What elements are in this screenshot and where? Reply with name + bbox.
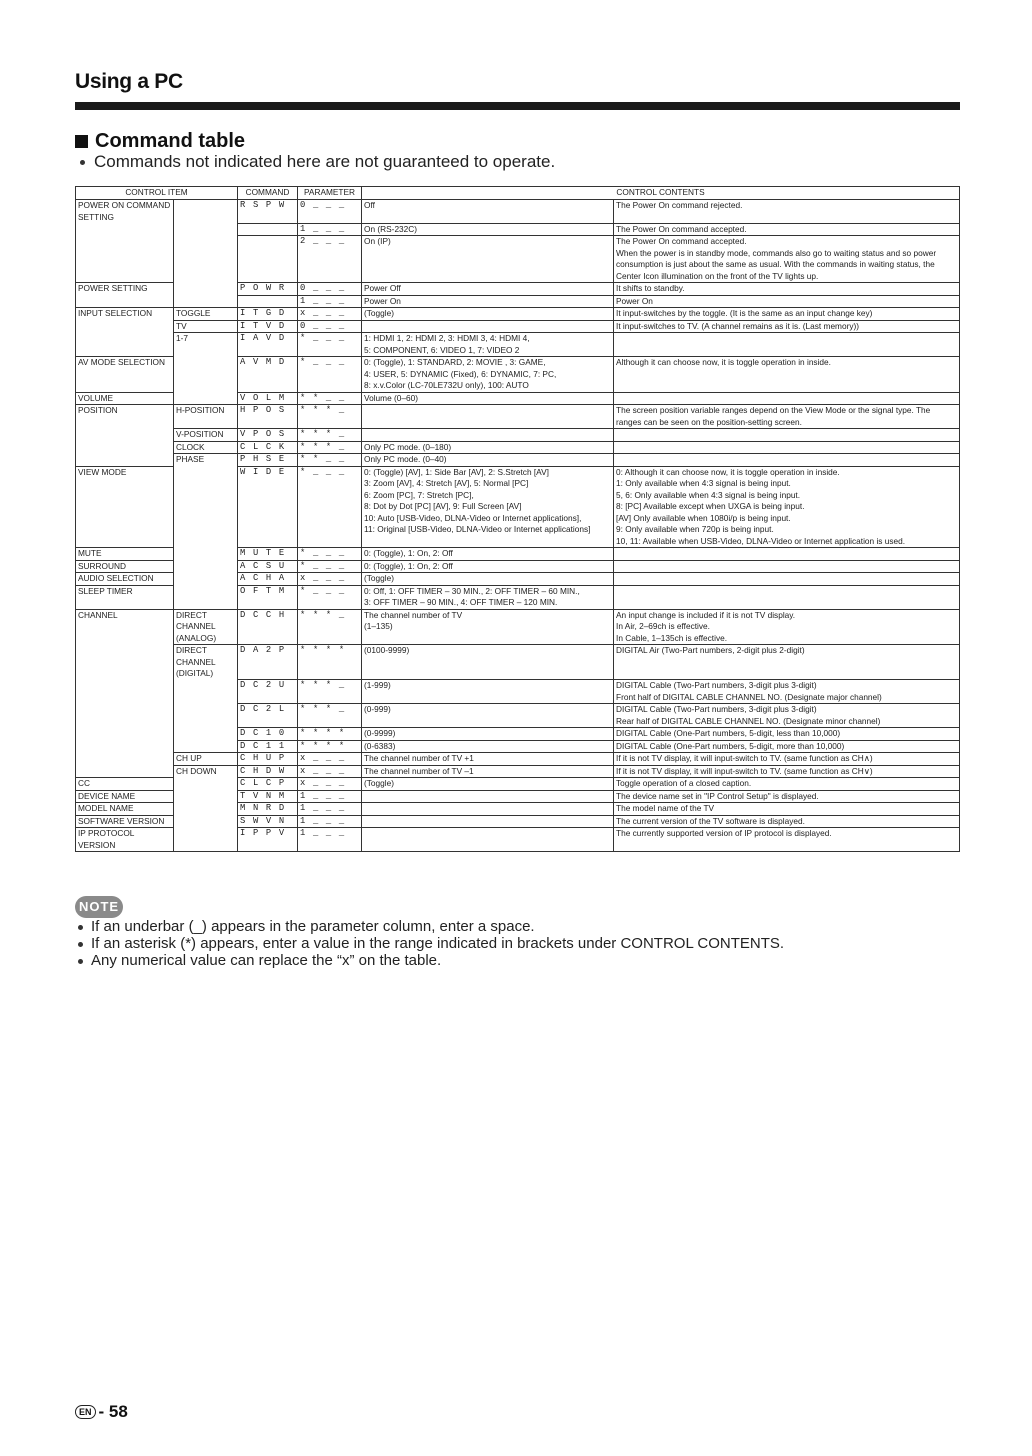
- table-row: [76, 283, 960, 296]
- cell-contents: The Power On command accepted.: [614, 223, 960, 236]
- cell-command: I T V D: [238, 320, 298, 333]
- cell-command: P H S E: [238, 454, 298, 467]
- cell-description: (0100-9999): [362, 645, 614, 680]
- cell-sub-item: [174, 585, 238, 609]
- table-row: [76, 236, 960, 283]
- cell-sub-item: [174, 728, 238, 741]
- table-row: [76, 753, 960, 766]
- cell-command: D C 2 L: [238, 704, 298, 728]
- cell-description: 0: Off, 1: OFF TIMER – 30 MIN., 2: OFF TIMER – 60 MIN., 3: OFF TIMER – 90 MIN., 4: OFF TIMER – 120 MIN.: [362, 585, 614, 609]
- cell-sub-item: [174, 803, 238, 816]
- cell-command: D C C H: [238, 609, 298, 645]
- page-number: - 58: [98, 1402, 128, 1421]
- cell-control-item: VIEW MODE: [76, 466, 174, 548]
- cell-contents: Although it can choose now, it is toggle operation in inside.: [614, 357, 960, 393]
- cell-contents: If it is not TV display, it will input-switch to TV. (same function as CH∧): [614, 753, 960, 766]
- table-row: [76, 223, 960, 236]
- cell-control-item: [76, 728, 174, 741]
- cell-contents: The screen position variable ranges depend on the View Mode or the signal type. The ranges can be seen on the position-setting screen.: [614, 405, 960, 429]
- cell-control-item: [76, 441, 174, 454]
- cell-control-item: [76, 333, 174, 357]
- table-row: [76, 200, 960, 224]
- cell-sub-item: H-POSITION: [174, 405, 238, 429]
- table-row: [76, 704, 960, 728]
- cell-command: O F T M: [238, 585, 298, 609]
- cell-description: 0: (Toggle), 1: On, 2: Off: [362, 560, 614, 573]
- cell-sub-item: [174, 815, 238, 828]
- note-text: If an asterisk (*) appears, enter a value in the range indicated in brackets under CONTROL CONTENTS.: [91, 935, 785, 952]
- cell-parameter: * _ _ _: [298, 466, 362, 548]
- table-row: [76, 466, 960, 548]
- cell-description: [362, 429, 614, 442]
- table-row: [76, 645, 960, 680]
- header-control-item: CONTROL ITEM: [76, 187, 238, 200]
- cell-command: A C S U: [238, 560, 298, 573]
- lead-text: [75, 152, 555, 172]
- cell-description: (0-6383): [362, 740, 614, 753]
- note-badge: NOTE: [75, 896, 123, 918]
- cell-parameter: x _ _ _: [298, 778, 362, 791]
- cell-parameter: 0 _ _ _: [298, 283, 362, 296]
- table-row: [76, 333, 960, 357]
- cell-contents: [614, 429, 960, 442]
- section-title-text: Command table: [95, 130, 246, 152]
- cell-sub-item: [174, 828, 238, 852]
- page-header: Using a PC: [75, 70, 183, 93]
- cell-description: Power Off: [362, 283, 614, 296]
- cell-command: P O W R: [238, 283, 298, 296]
- cell-description: (1-999): [362, 680, 614, 704]
- cell-command: T V N M: [238, 790, 298, 803]
- cell-parameter: * * * _: [298, 405, 362, 429]
- cell-description: (Toggle): [362, 308, 614, 321]
- cell-control-item: AV MODE SELECTION: [76, 357, 174, 393]
- cell-sub-item: [174, 778, 238, 791]
- cell-command: R S P W: [238, 200, 298, 224]
- cell-command: M N R D: [238, 803, 298, 816]
- cell-command: C H U P: [238, 753, 298, 766]
- cell-description: Off: [362, 200, 614, 224]
- cell-parameter: 1 _ _ _: [298, 803, 362, 816]
- table-row: [76, 320, 960, 333]
- cell-control-item: POWER SETTING: [76, 283, 174, 296]
- cell-parameter: 0 _ _ _: [298, 320, 362, 333]
- cell-control-item: [76, 740, 174, 753]
- cell-command: W I D E: [238, 466, 298, 548]
- note-text: If an underbar (_) appears in the parameter column, enter a space.: [91, 918, 535, 935]
- cell-sub-item: [174, 680, 238, 704]
- cell-command: V P O S: [238, 429, 298, 442]
- cell-sub-item: TV: [174, 320, 238, 333]
- cell-command: A V M D: [238, 357, 298, 393]
- table-row: [76, 609, 960, 645]
- cell-parameter: * _ _ _: [298, 333, 362, 357]
- cell-sub-item: DIRECT CHANNEL (DIGITAL): [174, 645, 238, 680]
- table-row: [76, 680, 960, 704]
- bullet-icon: [78, 959, 83, 964]
- table-row: [76, 728, 960, 741]
- cell-contents: [614, 441, 960, 454]
- cell-sub-item: [174, 392, 238, 405]
- cell-description: [362, 320, 614, 333]
- cell-command: D C 2 U: [238, 680, 298, 704]
- cell-control-item: CHANNEL: [76, 609, 174, 645]
- table-row: [76, 740, 960, 753]
- note-item: [75, 935, 784, 952]
- cell-sub-item: [174, 790, 238, 803]
- cell-command: I A V D: [238, 333, 298, 357]
- header-control-contents: CONTROL CONTENTS: [362, 187, 960, 200]
- cell-contents: The current version of the TV software is displayed.: [614, 815, 960, 828]
- cell-description: On (RS-232C): [362, 223, 614, 236]
- cell-sub-item: [174, 200, 238, 224]
- cell-control-item: IP PROTOCOL VERSION: [76, 828, 174, 852]
- cell-control-item: [76, 704, 174, 728]
- cell-command: C L C K: [238, 441, 298, 454]
- cell-control-item: [76, 680, 174, 704]
- cell-contents: An input change is included if it is not TV display. In Air, 2–69ch is effective. In Cable, 1–135ch is effective.: [614, 609, 960, 645]
- table-row: [76, 803, 960, 816]
- cell-description: The channel number of TV (1–135): [362, 609, 614, 645]
- note-item: [75, 952, 784, 969]
- cell-contents: 0: Although it can choose now, it is toggle operation in inside. 1: Only available when 4:3 signal is being input. 5, 6: Only available when 4:3 signal is being input. 8: [PC] Available except when UXGA is being input. [AV] Only available when 1080i/p is being input. 9: Only available when 720p is being input. 10, 11: Available when USB-Video, DLNA-Video or Internet application is used.: [614, 466, 960, 548]
- cell-contents: DIGITAL Cable (Two-Part numbers, 3-digit plus 3-digit) Rear half of DIGITAL CABLE CHANNEL NO. (Designate minor channel): [614, 704, 960, 728]
- table-row: [76, 828, 960, 852]
- cell-control-item: [76, 236, 174, 283]
- cell-control-item: AUDIO SELECTION: [76, 573, 174, 586]
- cell-control-item: [76, 429, 174, 442]
- table-row: [76, 585, 960, 609]
- cell-contents: Toggle operation of a closed caption.: [614, 778, 960, 791]
- cell-sub-item: [174, 740, 238, 753]
- cell-description: [362, 790, 614, 803]
- cell-control-item: [76, 320, 174, 333]
- cell-parameter: * _ _ _: [298, 585, 362, 609]
- cell-contents: [614, 560, 960, 573]
- cell-command: D C 1 1: [238, 740, 298, 753]
- cell-contents: [614, 585, 960, 609]
- cell-description: (0-999): [362, 704, 614, 728]
- table-row: [76, 815, 960, 828]
- cell-contents: DIGITAL Cable (One-Part numbers, 5-digit, less than 10,000): [614, 728, 960, 741]
- cell-description: On (IP): [362, 236, 614, 283]
- cell-sub-item: 1-7: [174, 333, 238, 357]
- cell-control-item: POSITION: [76, 405, 174, 429]
- cell-contents: The Power On command rejected.: [614, 200, 960, 224]
- cell-description: Only PC mode. (0–40): [362, 454, 614, 467]
- table-row: [76, 778, 960, 791]
- table-row: [76, 548, 960, 561]
- table-row: [76, 790, 960, 803]
- language-badge: EN: [75, 1405, 96, 1419]
- cell-control-item: [76, 223, 174, 236]
- header-command: COMMAND: [238, 187, 298, 200]
- cell-control-item: [76, 295, 174, 308]
- cell-contents: The device name set in "IP Control Setup" is displayed.: [614, 790, 960, 803]
- cell-contents: If it is not TV display, it will input-switch to TV. (same function as CH∨): [614, 765, 960, 778]
- cell-command: [238, 295, 298, 308]
- page-footer: [75, 1402, 128, 1422]
- cell-command: D C 1 0: [238, 728, 298, 741]
- cell-sub-item: TOGGLE: [174, 308, 238, 321]
- cell-sub-item: CH DOWN: [174, 765, 238, 778]
- cell-parameter: * * * *: [298, 728, 362, 741]
- table-row: [76, 765, 960, 778]
- cell-contents: The currently supported version of IP protocol is displayed.: [614, 828, 960, 852]
- cell-contents: [614, 573, 960, 586]
- table-row: [76, 429, 960, 442]
- section-title: [75, 130, 245, 153]
- cell-control-item: MUTE: [76, 548, 174, 561]
- cell-parameter: x _ _ _: [298, 765, 362, 778]
- cell-sub-item: [174, 295, 238, 308]
- cell-sub-item: [174, 357, 238, 393]
- note-text: Any numerical value can replace the “x” on the table.: [91, 952, 442, 969]
- table-row: [76, 295, 960, 308]
- cell-sub-item: [174, 283, 238, 296]
- cell-control-item: SLEEP TIMER: [76, 585, 174, 609]
- cell-parameter: * * * _: [298, 441, 362, 454]
- cell-sub-item: [174, 223, 238, 236]
- bullet-icon: [78, 942, 83, 947]
- table-row: [76, 454, 960, 467]
- header-parameter: PARAMETER: [298, 187, 362, 200]
- cell-parameter: * _ _ _: [298, 548, 362, 561]
- cell-command: C H D W: [238, 765, 298, 778]
- bullet-icon: [78, 925, 83, 930]
- cell-parameter: 1 _ _ _: [298, 295, 362, 308]
- cell-description: [362, 815, 614, 828]
- cell-contents: [614, 548, 960, 561]
- cell-sub-item: CH UP: [174, 753, 238, 766]
- cell-command: A C H A: [238, 573, 298, 586]
- cell-parameter: * * * _: [298, 680, 362, 704]
- cell-parameter: 1 _ _ _: [298, 223, 362, 236]
- bullet-icon: [80, 160, 85, 165]
- cell-control-item: DEVICE NAME: [76, 790, 174, 803]
- cell-command: [238, 223, 298, 236]
- cell-control-item: SOFTWARE VERSION: [76, 815, 174, 828]
- table-row: [76, 357, 960, 393]
- cell-parameter: * * * *: [298, 740, 362, 753]
- cell-contents: DIGITAL Cable (One-Part numbers, 5-digit, more than 10,000): [614, 740, 960, 753]
- cell-contents: Power On: [614, 295, 960, 308]
- cell-sub-item: DIRECT CHANNEL (ANALOG): [174, 609, 238, 645]
- cell-command: C L C P: [238, 778, 298, 791]
- cell-description: (0-9999): [362, 728, 614, 741]
- cell-contents: The Power On command accepted. When the power is in standby mode, commands also go to waiting status and so power consumption is just about the same as usual. With the commands in waiting status, the Center Icon illumination on the front of the TV lights up.: [614, 236, 960, 283]
- cell-command: V O L M: [238, 392, 298, 405]
- table-row: [76, 441, 960, 454]
- cell-command: I T G D: [238, 308, 298, 321]
- cell-sub-item: [174, 236, 238, 283]
- cell-control-item: VOLUME: [76, 392, 174, 405]
- table-row: [76, 560, 960, 573]
- cell-description: (Toggle): [362, 573, 614, 586]
- cell-control-item: [76, 753, 174, 766]
- cell-command: H P O S: [238, 405, 298, 429]
- cell-sub-item: [174, 704, 238, 728]
- cell-sub-item: PHASE: [174, 454, 238, 467]
- cell-control-item: SURROUND: [76, 560, 174, 573]
- cell-parameter: * _ _ _: [298, 560, 362, 573]
- cell-parameter: 1 _ _ _: [298, 815, 362, 828]
- cell-command: M U T E: [238, 548, 298, 561]
- cell-control-item: CC: [76, 778, 174, 791]
- cell-parameter: * * * _: [298, 429, 362, 442]
- cell-description: Volume (0–60): [362, 392, 614, 405]
- table-row: [76, 308, 960, 321]
- cell-sub-item: [174, 573, 238, 586]
- cell-parameter: 0 _ _ _: [298, 200, 362, 224]
- note-list: [75, 918, 784, 969]
- cell-control-item: [76, 454, 174, 467]
- cell-control-item: [76, 765, 174, 778]
- cell-description: [362, 828, 614, 852]
- cell-control-item: [76, 645, 174, 680]
- cell-contents: [614, 454, 960, 467]
- cell-parameter: x _ _ _: [298, 753, 362, 766]
- table-row: [76, 392, 960, 405]
- cell-contents: DIGITAL Cable (Two-Part numbers, 3-digit plus 3-digit) Front half of DIGITAL CABLE CHANNEL NO. (Designate major channel): [614, 680, 960, 704]
- cell-parameter: x _ _ _: [298, 308, 362, 321]
- cell-contents: It input-switches by the toggle. (It is the same as an input change key): [614, 308, 960, 321]
- cell-command: D A 2 P: [238, 645, 298, 680]
- cell-command: S W V N: [238, 815, 298, 828]
- cell-description: The channel number of TV –1: [362, 765, 614, 778]
- table-body: [76, 200, 960, 852]
- cell-description: 0: (Toggle), 1: On, 2: Off: [362, 548, 614, 561]
- cell-contents: It input-switches to TV. (A channel remains as it is. (Last memory)): [614, 320, 960, 333]
- table-row: [76, 573, 960, 586]
- cell-parameter: * * * *: [298, 645, 362, 680]
- cell-parameter: * * * _: [298, 609, 362, 645]
- lead-text-body: Commands not indicated here are not guaranteed to operate.: [94, 152, 556, 171]
- cell-contents: It shifts to standby.: [614, 283, 960, 296]
- cell-parameter: 1 _ _ _: [298, 828, 362, 852]
- table-header-row: [76, 187, 960, 200]
- cell-description: [362, 803, 614, 816]
- table-row: [76, 405, 960, 429]
- cell-description: Power On: [362, 295, 614, 308]
- cell-sub-item: CLOCK: [174, 441, 238, 454]
- cell-control-item: MODEL NAME: [76, 803, 174, 816]
- cell-parameter: 2 _ _ _: [298, 236, 362, 283]
- cell-parameter: x _ _ _: [298, 573, 362, 586]
- cell-description: (Toggle): [362, 778, 614, 791]
- cell-sub-item: [174, 560, 238, 573]
- cell-parameter: * _ _ _: [298, 357, 362, 393]
- cell-contents: [614, 333, 960, 357]
- cell-control-item: INPUT SELECTION: [76, 308, 174, 321]
- cell-description: [362, 405, 614, 429]
- cell-parameter: * * _ _: [298, 454, 362, 467]
- cell-description: Only PC mode. (0–180): [362, 441, 614, 454]
- note-item: [75, 918, 784, 935]
- cell-description: 0: (Toggle) [AV], 1: Side Bar [AV], 2: S.Stretch [AV] 3: Zoom [AV], 4: Stretch [AV], 5: Normal [PC] 6: Zoom [PC], 7: Stretch [PC], 8: Dot by Dot [PC] [AV], 9: Full Screen [AV] 10: Auto [USB-Video, DLNA-Video or Internet applications], 11: Original [USB-Video, DLNA-Video or Internet applications]: [362, 466, 614, 548]
- cell-contents: [614, 392, 960, 405]
- cell-sub-item: [174, 466, 238, 548]
- header-rule: [75, 102, 960, 110]
- cell-command: I P P V: [238, 828, 298, 852]
- cell-control-item: POWER ON COMMAND SETTING: [76, 200, 174, 224]
- command-table: [75, 186, 960, 852]
- cell-description: 1: HDMI 1, 2: HDMI 2, 3: HDMI 3, 4: HDMI 4, 5: COMPONENT, 6: VIDEO 1, 7: VIDEO 2: [362, 333, 614, 357]
- cell-parameter: * * _ _: [298, 392, 362, 405]
- cell-sub-item: [174, 548, 238, 561]
- cell-sub-item: V-POSITION: [174, 429, 238, 442]
- cell-description: 0: (Toggle), 1: STANDARD, 2: MOVIE , 3: GAME, 4: USER, 5: DYNAMIC (Fixed), 6: DYNAMIC, 7: PC, 8: x.v.Color (LC-70LE732U only), 100: AUTO: [362, 357, 614, 393]
- square-bullet-icon: [75, 135, 88, 148]
- cell-contents: The model name of the TV: [614, 803, 960, 816]
- cell-command: [238, 236, 298, 283]
- cell-contents: DIGITAL Air (Two-Part numbers, 2-digit plus 2-digit): [614, 645, 960, 680]
- cell-parameter: * * * _: [298, 704, 362, 728]
- cell-parameter: 1 _ _ _: [298, 790, 362, 803]
- cell-description: The channel number of TV +1: [362, 753, 614, 766]
